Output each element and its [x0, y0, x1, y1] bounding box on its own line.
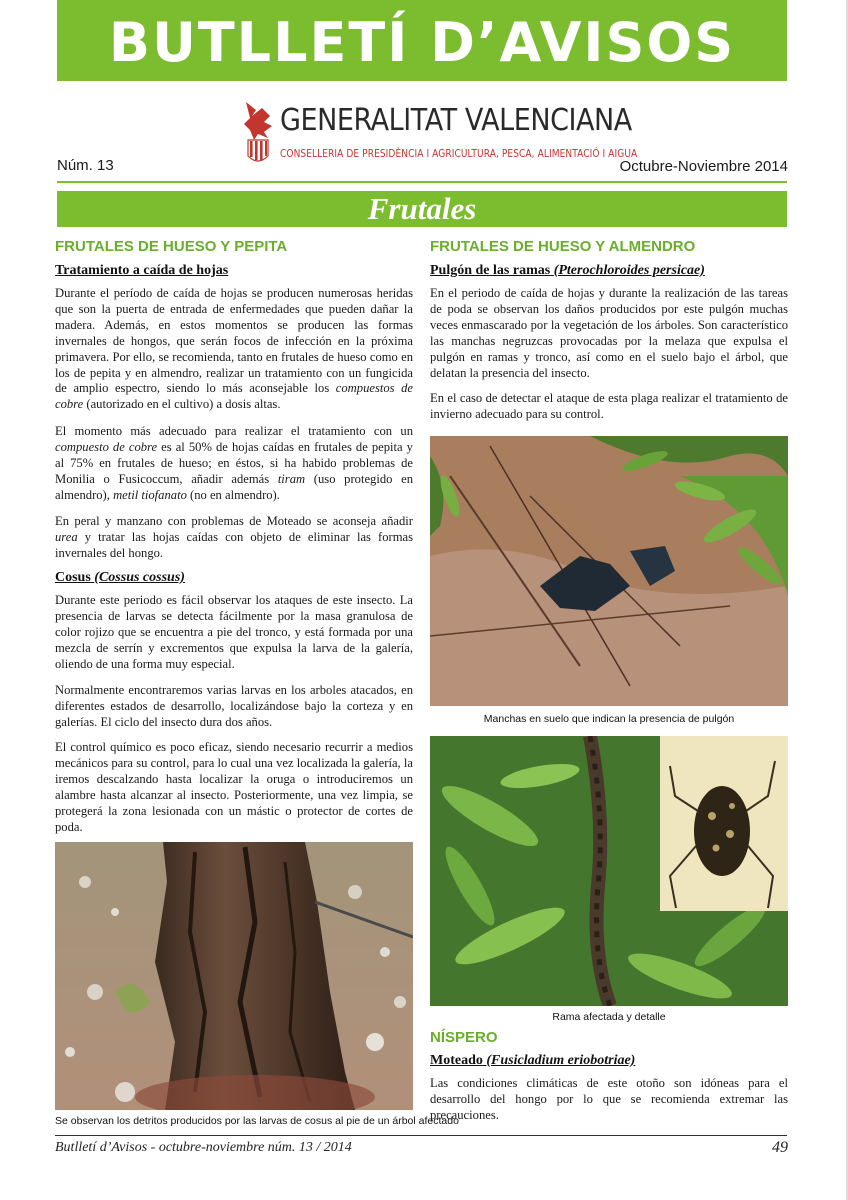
- left-subheading-cosus: Cosus (Cossus cossus): [55, 570, 185, 585]
- bulletin-title: BUTLLETÍ D’AVISOS: [108, 11, 736, 74]
- organization-subtitle: CONSELLERIA DE PRESIDÈNCIA I AGRICULTURA, PESCA, ALIMENTACIÓ I AIGUA: [280, 148, 638, 160]
- header-divider: [57, 181, 787, 183]
- paragraph-scab: Las condiciones climáticas de este otoño son idóneas para el desarrollo del hongo por lo que se recomienda extremar las precauciones.: [430, 1076, 788, 1122]
- caption-soil-photo: Manchas en suelo que indican la presencia de pulgón: [483, 713, 735, 725]
- photo-soil-aphid-stains: [430, 436, 788, 706]
- caption-cosus-photo: Se observan los detritos producidos por las larvas de cosus al pie de un árbol afectado: [55, 1115, 459, 1127]
- issue-date: Octubre-Noviembre 2014: [619, 158, 788, 175]
- footer-divider: [55, 1135, 787, 1136]
- left-subheading-treatment: Tratamiento a caída de hojas: [55, 263, 229, 278]
- page-number: 49: [772, 1139, 788, 1156]
- footer-text: Butlletí d’Avisos - octubre-noviembre núm. 13 / 2014: [55, 1140, 352, 1155]
- organization-name: GENERALITAT VALENCIANA: [280, 103, 632, 138]
- right-subheading-aphid: Pulgón de las ramas (Pterochloroides persicae): [430, 263, 705, 278]
- right-heading-nispero: NÍSPERO: [430, 1029, 498, 1046]
- paragraph-treatment-1: Durante el período de caída de hojas se producen numerosas heridas que son la puerta de entrada de enfermedades que pueden dañar la madera. Además, en estos momentos se producen las formas invernales de hongos, que serán focos de infección en la próxima primavera. Por ello, se recomienda, tanto en frutales de hueso como en los de pepita y en almendro, realizar un tratamiento con un fungicida de amplio espectro, siendo lo más aconsejable los compuestos de cobre (autorizado en el cultivo) a dosis altas.: [55, 286, 413, 412]
- issue-number: Núm. 13: [57, 157, 114, 174]
- paragraph-treatment-3: En peral y manzano con problemas de Moteado se aconseja añadir urea y tratar las hojas caídas con objeto de eliminar las formas invernales del hongo.: [55, 514, 413, 560]
- paragraph-cosus-2: Normalmente encontraremos varias larvas en los arboles atacados, en diferentes estados de desarrollo, localizándose bajo la corteza y en galerías. El ciclo del insecto dura dos años.: [55, 683, 413, 729]
- photo-affected-branch: [430, 736, 788, 1006]
- caption-branch-photo: Rama afectada y detalle: [552, 1011, 666, 1023]
- generalitat-logo: [242, 100, 274, 166]
- paragraph-cosus-3: El control químico es poco eficaz, siendo necesario recurrir a medios mecánicos para su control, para lo cual una vez localizada la galería, la iremos descalzando hasta localizar la oruga o introduciremos un alambre hasta alcanzar al insecto. Posteriormente, una vez limpia, se protegerá la zona lesionada con un mástic o protector de cortes de poda.: [55, 740, 413, 834]
- paragraph-aphid-1: En el periodo de caída de hojas y durante la realización de las tareas de poda se observan los daños producidos por este pulgón muchas veces enmascarado por la vegetación de los árboles. Son característico las manchas negruzcas provocadas por la melaza que expulsa el pulgón en ramas y tronco, así como en el suelo bajo el árbol, que delatan la presencia del insecto.: [430, 286, 788, 380]
- right-subheading-scab: Moteado (Fusicladium eriobotriae): [430, 1053, 636, 1068]
- paragraph-aphid-2: En el caso de detectar el ataque de esta plaga realizar el tratamiento de invierno adecuado para su control.: [430, 391, 788, 421]
- section-title: Frutales: [367, 191, 477, 226]
- paragraph-cosus-1: Durante este periodo es fácil observar los ataques de este insecto. La presencia de larvas se detecta fácilmente por la masa granulosa de color rojizo que se encuentra a pie del tronco, y está formada por una mezcla de serrín y excrementos que expulsa la larva de la galería, oliendo de una forma muy especial.: [55, 593, 413, 671]
- left-heading: FRUTALES DE HUESO Y PEPITA: [55, 238, 288, 255]
- right-heading: FRUTALES DE HUESO Y ALMENDRO: [430, 238, 696, 255]
- photo-tree-trunk-cosus: [55, 842, 413, 1110]
- paragraph-treatment-2: El momento más adecuado para realizar el tratamiento con un compuesto de cobre es al 50% de hojas caídas en frutales de pepita y al 75% en frutales de hueso; en éstos, si ha habido problemas de Monilia o Fusicoccum, añadir además tiram (uso protegido en almendro), metil tiofanato (no en almendro).: [55, 424, 413, 502]
